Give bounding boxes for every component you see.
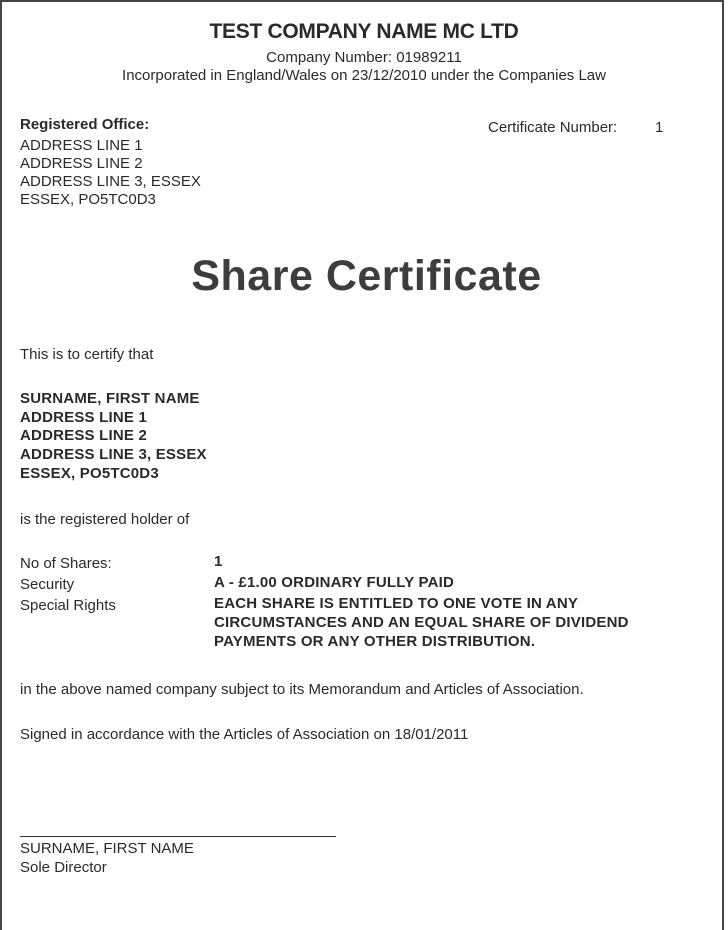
special-rights-label: Special Rights [20,597,116,614]
special-rights-line: EACH SHARE IS ENTITLED TO ONE VOTE IN ANY [214,595,579,612]
security-value: A - £1.00 ORDINARY FULLY PAID [214,574,455,591]
holder-name: SURNAME, FIRST NAME [20,390,200,407]
certificate-title: Share Certificate [191,252,542,300]
holder-address-line: ADDRESS LINE 2 [20,427,147,444]
signatory-role: Sole Director [20,859,107,876]
holder-address-line: ESSEX, PO5TC0D3 [20,465,159,482]
incorporation-statement: Incorporated in England/Wales on 23/12/2010 under the Companies Law [122,67,606,84]
memorandum-text: in the above named company subject to its Memorandum and Articles of Association. [20,681,584,698]
registered-holder-text: is the registered holder of [20,511,190,528]
signed-text: Signed in accordance with the Articles of Association on 18/01/2011 [20,726,469,743]
company-name: TEST COMPANY NAME MC LTD [209,20,519,43]
special-rights-line: PAYMENTS OR ANY OTHER DISTRIBUTION. [214,633,536,650]
no-of-shares-value: 1 [214,553,223,570]
signatory-name: SURNAME, FIRST NAME [20,840,194,857]
certificate-number-label: Certificate Number: [488,119,618,136]
registered-office-line: ADDRESS LINE 1 [20,137,143,154]
registered-office-label: Registered Office: [20,116,150,133]
registered-office-line: ADDRESS LINE 2 [20,155,143,172]
special-rights-line: CIRCUMSTANCES AND AN EQUAL SHARE OF DIVIDEND [214,614,629,631]
signature-line [20,836,336,837]
holder-address-line: ADDRESS LINE 3, ESSEX [20,446,207,463]
registered-office-line: ADDRESS LINE 3, ESSEX [20,173,201,190]
certify-text: This is to certify that [20,346,154,363]
no-of-shares-label: No of Shares: [20,555,112,572]
holder-address-line: ADDRESS LINE 1 [20,409,147,426]
certificate-number-value: 1 [655,119,664,136]
registered-office-line: ESSEX, PO5TC0D3 [20,191,156,208]
company-number: Company Number: 01989211 [266,49,462,66]
security-label: Security [20,576,75,593]
